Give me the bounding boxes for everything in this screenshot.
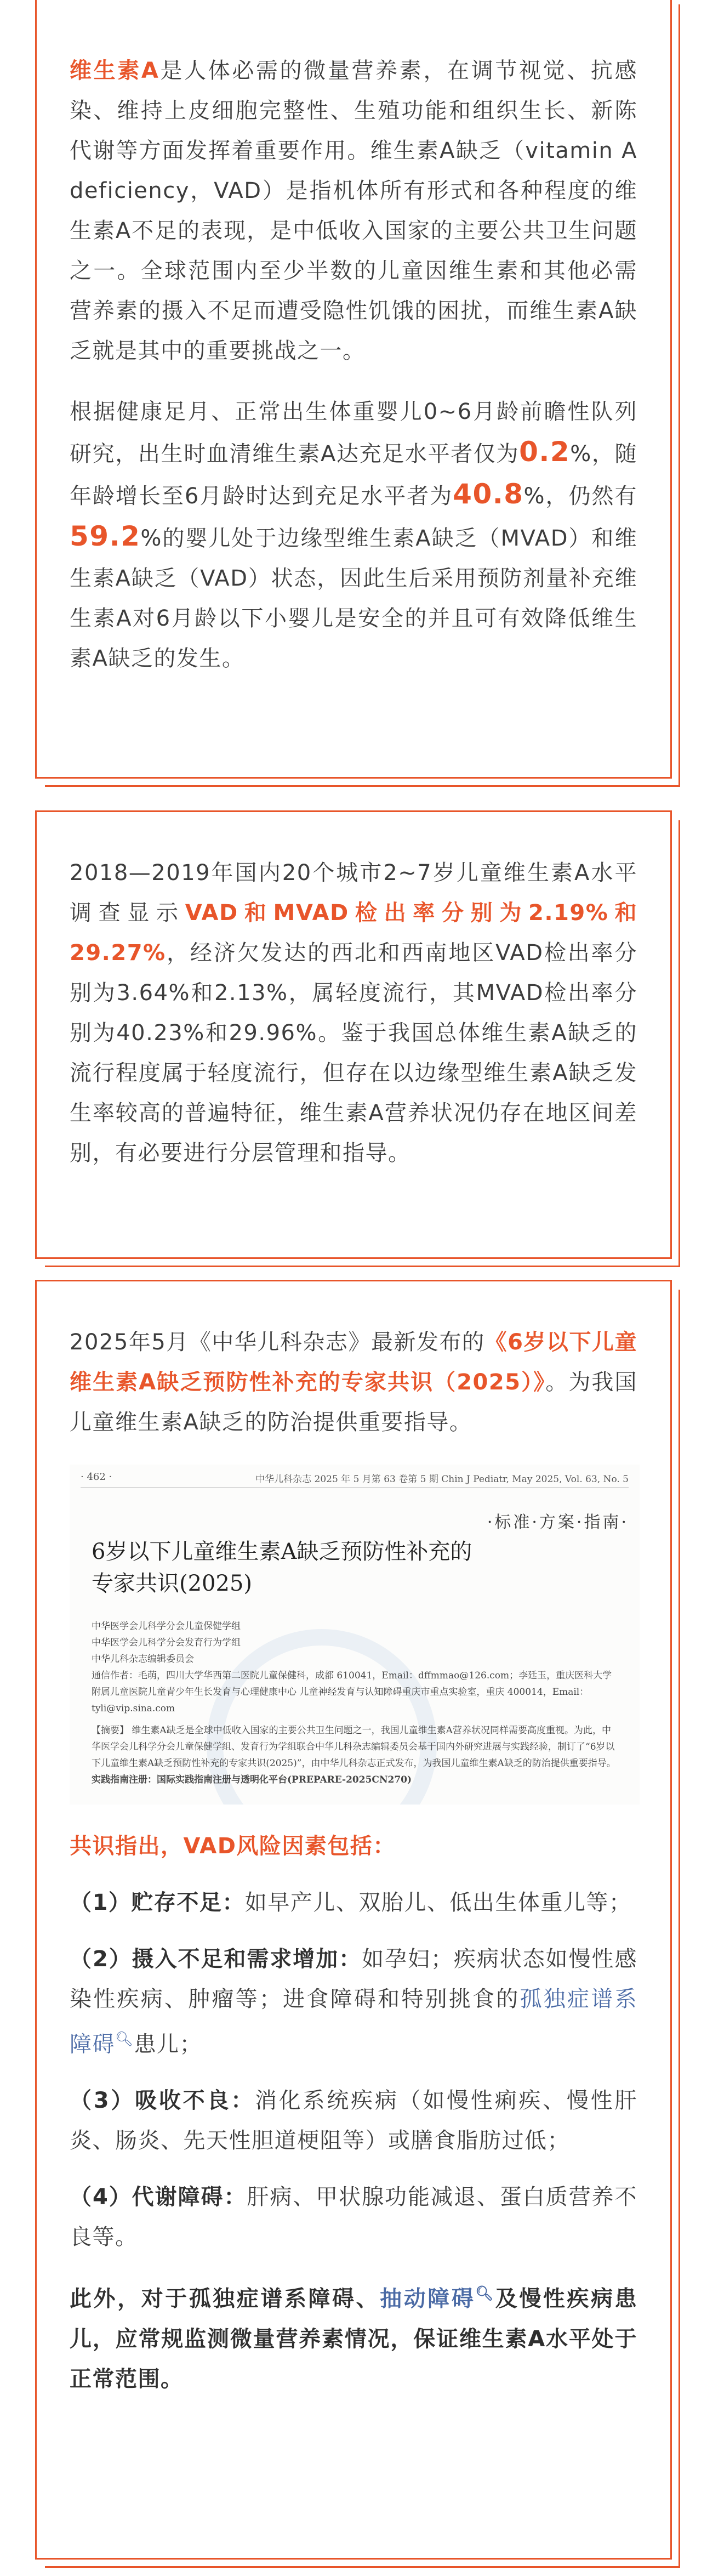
monitoring-note-b: 及慢性疾病患儿，应常规监测微量营养素情况，保证维生素A水平处于正常范围。 bbox=[70, 2286, 638, 2392]
consensus-card bbox=[35, 1280, 672, 2560]
paper-title bbox=[92, 1536, 472, 1599]
vitamin-a-term: 维生素A bbox=[70, 58, 159, 83]
paper-registration: 实践指南注册：国际实践指南注册与透明化平台(PREPARE-2025CN270) bbox=[92, 1774, 412, 1785]
paper-author-3: 中华儿科杂志编辑委员会 bbox=[92, 1654, 194, 1665]
risk-factors-title: 共识指出，VAD风险因素包括： bbox=[70, 1834, 396, 1859]
paper-author-2: 中华医学会儿科学分会发育行为学组 bbox=[92, 1637, 241, 1648]
risk-item-2-tail: 患儿； bbox=[134, 2032, 203, 2057]
survey-highlight: VAD和MVAD检出率分别为2.19%和29.27% bbox=[70, 900, 637, 966]
search-icon[interactable]: 🔍︎ bbox=[475, 2285, 495, 2302]
survey-card bbox=[35, 810, 672, 1259]
risk-item-1-label: （1）贮存不足： bbox=[70, 1890, 245, 1915]
risk-item-1-text: 如早产儿、双胎儿、低出生体重儿等； bbox=[244, 1890, 632, 1915]
consensus-title-highlight: 《6岁以下儿童维生素A缺乏预防性补充的专家共识（2025）》 bbox=[70, 1330, 637, 1395]
paper-authors bbox=[92, 1618, 618, 1717]
risk-item-3 bbox=[70, 2081, 637, 2161]
risk-item-4-text: 肝病、甲状腺功能减退、蛋白质营养不良等。 bbox=[70, 2185, 637, 2250]
intro-card bbox=[35, 0, 672, 779]
risk-item-4 bbox=[70, 2177, 637, 2257]
risk-item-2-text: 如孕妇；疾病状态如慢性感染性疾病、肿瘤等；进食障碍和特别挑食的 bbox=[70, 1947, 637, 2012]
stat-deficient: 59.2 bbox=[70, 520, 141, 552]
paper-title-line-2: 专家共识(2025) bbox=[92, 1571, 253, 1596]
survey-text-b: ，经济欠发达的西北和西南地区VAD检出率分别为3.64%和2.13%，属轻度流行，其MVAD检出率分别为40.23%和29.96%。鉴于我国总体维生素A缺乏的流行程度属于轻度流行，但存在以边缘型维生素A缺乏发生率较高的普遍特征，维生素A营养状况仍存在地区间差别，有必要进行分层管理和指导。 bbox=[70, 940, 637, 1166]
paper-correspondence: 通信作者：毛萌，四川大学华西第二医院儿童保健科，成都 610041，Email：dffmmao@126.com；李廷玉，重庆医科大学附属儿童医院儿童青少年生长发育与心理健康中心 儿童神经发育与认知障碍重庆市重点实验室，重庆 400014，Email：tyli@vip.sina.com bbox=[92, 1670, 612, 1714]
survey-paragraph bbox=[70, 853, 637, 1173]
consensus-intro bbox=[70, 1323, 637, 1443]
stat-six-month: 40.8 bbox=[453, 478, 524, 510]
autism-link[interactable]: 孤独症谱系障碍 bbox=[70, 1987, 638, 2057]
cohort-paragraph bbox=[70, 392, 637, 679]
intro-paragraph bbox=[70, 51, 637, 371]
risk-item-4-label: （4）代谢障碍： bbox=[70, 2185, 247, 2210]
search-icon[interactable]: 🔍︎ bbox=[115, 2031, 134, 2047]
paper-abstract-text: 【摘要】 维生素A缺乏是全球中低收入国家的主要公共卫生问题之一，我国儿童维生素A营养状况同样需要高度重视。为此，中华医学会儿科学分会儿童保健学组、发育行为学组联合中华儿科杂志编辑委员会基于国内外研究进展与实践经验，制订了“6岁以下儿童维生素A缺乏预防性补充的专家共识(2025)”，由中华儿科杂志正式发布，为我国儿童维生素A缺乏的防治提供重要指导。 bbox=[92, 1725, 616, 1769]
paper-title-line-1: 6岁以下儿童维生素A缺乏预防性补充的 bbox=[92, 1539, 472, 1564]
cohort-text-a: 根据健康足月、正常出生体重婴儿0~6月龄前瞻性队列研究，出生时血清维生素A达充足水平者仅为 bbox=[70, 399, 637, 467]
stat-birth: 0.2 bbox=[519, 436, 571, 468]
tic-disorder-link[interactable]: 抽动障碍 bbox=[380, 2286, 476, 2312]
monitoring-note-a: 此外，对于孤独症谱系障碍、 bbox=[70, 2286, 380, 2312]
cohort-text-d: %的婴儿处于边缘型维生素A缺乏（MVAD）和维生素A缺乏（VAD）状态，因此生后采用预防剂量补充维生素A对6月龄以下小婴儿是安全的并且可有效降低维生素A缺乏的发生。 bbox=[70, 526, 637, 671]
paper-image bbox=[70, 1465, 640, 1805]
risk-item-3-label: （3）吸收不良： bbox=[70, 2088, 255, 2114]
cohort-text-c: %，仍然有 bbox=[523, 484, 637, 509]
cohort-text-b: %，随年龄增长至6月龄时达到充足水平者为 bbox=[70, 441, 637, 509]
paper-author-1: 中华医学会儿科学分会儿童保健学组 bbox=[92, 1621, 241, 1632]
paper-page-number: · 462 · bbox=[81, 1471, 112, 1483]
paper-abstract bbox=[92, 1722, 618, 1788]
consensus-intro-a: 2025年5月《中华儿科杂志》最新发布的 bbox=[70, 1330, 485, 1355]
risk-item-1 bbox=[70, 1883, 637, 1923]
intro-text: 是人体必需的微量营养素，在调节视觉、抗感染、维持上皮细胞完整性、生殖功能和组织生长、新陈代谢等方面发挥着重要作用。维生素A缺乏（vitamin A deficiency，VAD）是指机体所有形式和各种程度的维生素A不足的表现，是中低收入国家的主要公共卫生问题之一。全球范围内至少半数的儿童因维生素和其他必需营养素的摄入不足而遭受隐性饥饿的困扰，而维生素A缺乏就是其中的重要挑战之一。 bbox=[70, 58, 637, 364]
risk-item-2-label: （2）摄入不足和需求增加： bbox=[70, 1947, 362, 1972]
paper-journal-header: 中华儿科杂志 2025 年 5 月第 63 卷第 5 期 Chin J Pediatr, May 2025, Vol. 63, No. 5 bbox=[255, 1474, 629, 1485]
survey-text-a: 2018—2019年国内20个城市2~7岁儿童维生素A水平调查显示 bbox=[70, 860, 637, 926]
consensus-intro-b: 。为我国儿童维生素A缺乏的防治提供重要指导。 bbox=[70, 1370, 637, 1435]
risk-item-3-text: 消化系统疾病（如慢性痢疾、慢性肝炎、肠炎、先天性胆道梗阻等）或膳食脂肪过低； bbox=[70, 2088, 637, 2154]
monitoring-note bbox=[70, 2274, 637, 2399]
risk-item-2 bbox=[70, 1939, 637, 2064]
paper-category: ·标准·方案·指南· bbox=[487, 1513, 629, 1532]
